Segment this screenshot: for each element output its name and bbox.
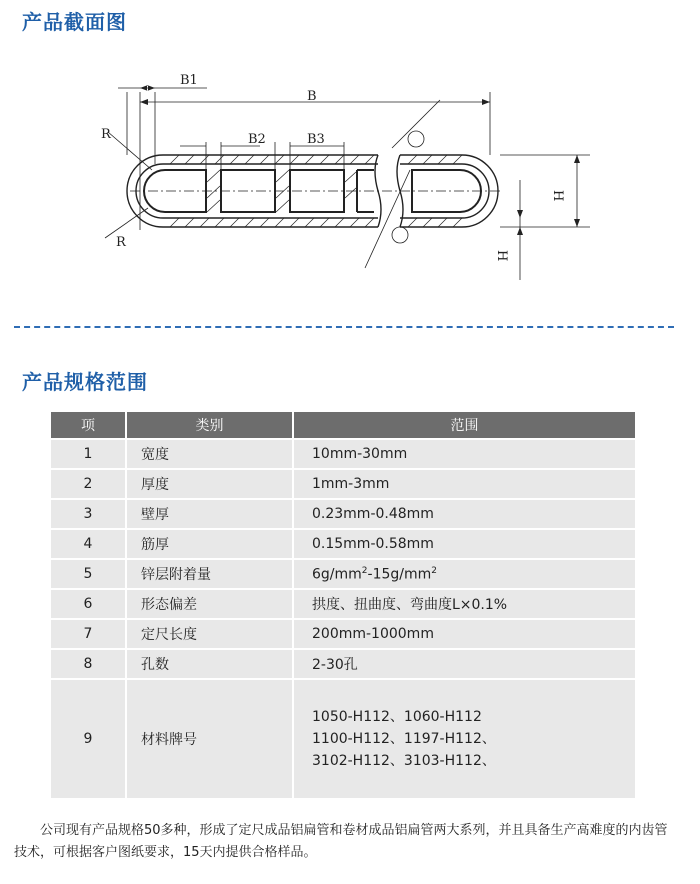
- row-category: 厚度: [127, 470, 292, 498]
- dim-label-r-top: R: [101, 127, 111, 142]
- row-category: 锌层附着量: [127, 560, 292, 588]
- col-header-no: 项: [51, 412, 125, 438]
- dim-label-r-bottom: R: [116, 235, 126, 250]
- row-range: [294, 560, 635, 588]
- row-category: 形态偏差: [127, 590, 292, 618]
- row-no: 2: [51, 470, 125, 498]
- row-range: 0.23mm-0.48mm: [294, 500, 635, 528]
- dim-label-b3: B3: [307, 132, 325, 147]
- row-no: 4: [51, 530, 125, 558]
- range-sup-2: 2: [431, 565, 438, 576]
- table-row: [51, 530, 635, 558]
- cross-section-diagram: [0, 40, 700, 290]
- table-header-row: [51, 412, 635, 438]
- table-row: [51, 470, 635, 498]
- col-header-category: 类别: [127, 412, 292, 438]
- row-no: 6: [51, 590, 125, 618]
- dim-label-b1: B1: [180, 73, 198, 88]
- dim-label-h1: H: [494, 250, 509, 262]
- row-range: 拱度、扭曲度、弯曲度L×0.1%: [294, 590, 635, 618]
- table-row: [51, 590, 635, 618]
- row-no: 1: [51, 440, 125, 468]
- table-row: [51, 620, 635, 648]
- row-no: 5: [51, 560, 125, 588]
- dim-label-b2: B2: [248, 132, 266, 147]
- row-range-materials: [294, 680, 635, 798]
- spec-table: [49, 410, 637, 800]
- section-divider: [14, 326, 674, 328]
- row-range: 1mm-3mm: [294, 470, 635, 498]
- row-no: 8: [51, 650, 125, 678]
- material-line: 1100-H112、1197-H112、: [312, 731, 496, 747]
- table-row: [51, 440, 635, 468]
- row-range: 2-30孔: [294, 650, 635, 678]
- row-no: 3: [51, 500, 125, 528]
- row-category: 孔数: [127, 650, 292, 678]
- row-category: 宽度: [127, 440, 292, 468]
- material-line: 1050-H112、1060-H112: [312, 709, 482, 725]
- dim-label-h: H: [550, 190, 565, 202]
- footer-description: 公司现有产品规格50多种，形成了定尺成品铝扁管和卷材成品铝扁管两大系列，并且具备生产高难度的内齿管技术，可根据客户图纸要求，15天内提供合格样品。: [14, 823, 668, 860]
- row-no: 7: [51, 620, 125, 648]
- row-range: 10mm-30mm: [294, 440, 635, 468]
- table-row: [51, 680, 635, 798]
- table-row: [51, 500, 635, 528]
- row-range: 0.15mm-0.58mm: [294, 530, 635, 558]
- row-category: 壁厚: [127, 500, 292, 528]
- row-category: 定尺长度: [127, 620, 292, 648]
- section-title-cross-section: 产品截面图: [22, 10, 127, 34]
- col-header-range: 范围: [294, 412, 635, 438]
- table-row: [51, 560, 635, 588]
- range-part-b: -15g/mm: [367, 566, 432, 583]
- range-sup-1: 2: [361, 565, 368, 576]
- row-category: 筋厚: [127, 530, 292, 558]
- section-title-spec-range: 产品规格范围: [22, 370, 148, 394]
- row-no: 9: [51, 680, 125, 798]
- row-range: 200mm-1000mm: [294, 620, 635, 648]
- material-line: 3102-H112、3103-H112、: [312, 753, 496, 769]
- table-row: [51, 650, 635, 678]
- row-category: 材料牌号: [127, 680, 292, 798]
- dim-label-b: B: [307, 89, 317, 104]
- range-part-a: 6g/mm: [312, 566, 362, 583]
